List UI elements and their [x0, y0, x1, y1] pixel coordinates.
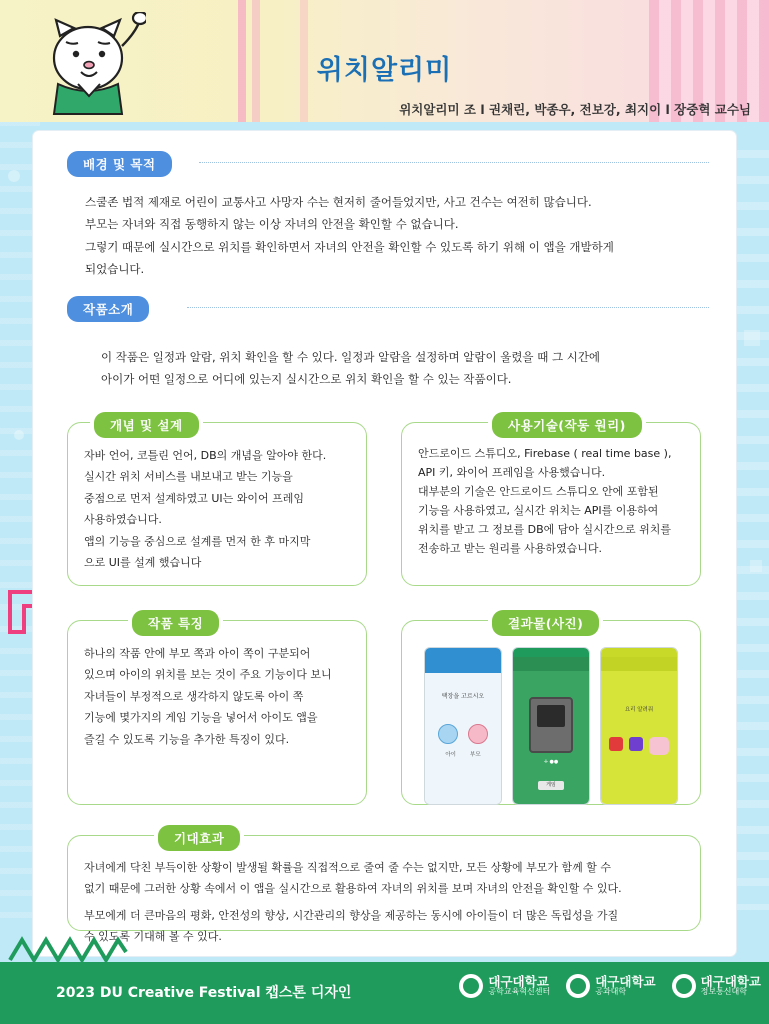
features-line: 자녀들이 부정적으로 생각하지 않도록 아이 쪽 — [84, 689, 304, 703]
box-features — [67, 616, 367, 805]
section-intro — [67, 296, 707, 391]
header-subtitle: 위치알리미 조 l 권채린, 박종우, 전보강, 최지이 l 장중혁 교수님 — [399, 102, 751, 117]
effect-line: 없기 때문에 그러한 상황 속에서 이 앱을 실시간으로 활용하여 자녀의 위치를 보며 자녀의 안전을 확인할 수 있다. — [84, 881, 622, 895]
box-design-label: 개념 및 설계 — [94, 412, 199, 438]
footer-logos — [459, 974, 761, 998]
tech-line: 위치를 받고 그 정보를 DB에 담아 실시간으로 위치를 — [418, 522, 672, 536]
background-square — [750, 560, 762, 572]
page-title: 위치알리미 — [316, 55, 453, 86]
screenshot-gallery — [424, 647, 678, 805]
box-tech-label: 사용기술(작동 원리) — [492, 412, 642, 438]
footer-zigzag-decoration — [8, 934, 128, 962]
university-seal-icon — [566, 974, 590, 998]
features-line: 하나의 작품 안에 부모 쪽과 아이 쪽이 구분되어 — [84, 647, 311, 660]
box-results — [401, 616, 701, 805]
footer-text: 2023 DU Creative Festival 캡스톤 디자인 — [56, 985, 352, 1001]
features-line: 있으며 아이의 위치를 보는 것이 주요 기능이다 보니 — [84, 668, 332, 682]
background-line: 되었습니다. — [85, 262, 145, 277]
section-background — [67, 151, 707, 281]
design-line: 실시간 위치 서비스를 내보내고 받는 기능을 — [84, 470, 293, 484]
effect-line: 부모에게 더 큰마음의 평화, 안전성의 향상, 시간관리의 향상을 제공하는 동시에 아이들이 더 많은 독립성을 가질 — [84, 908, 619, 922]
poster-footer — [0, 962, 769, 1024]
design-line: 자바 언어, 코틀린 언어, DB의 개념을 알아야 한다. — [84, 449, 327, 462]
poster-card — [33, 131, 736, 956]
effect-line: 자녀에게 닥친 부득이한 상황이 발생될 확률을 직접적으로 줄여 줄 수는 없지만, 모든 상황에 부모가 함께 할 수 — [84, 861, 611, 874]
section-background-label: 배경 및 목적 — [67, 151, 172, 177]
phone1-label: 아이 — [445, 752, 456, 758]
logo-dept: 공학교육혁신센터 — [488, 987, 551, 997]
app-screenshot-1 — [424, 647, 502, 805]
logo-dept: 공과대학 — [595, 987, 627, 997]
logo-name: 대구대학교 — [700, 973, 761, 989]
box-results-label: 결과물(사진) — [492, 610, 599, 636]
logo-name: 대구대학교 — [488, 973, 549, 989]
university-logo — [672, 974, 761, 998]
tech-line: 대부분의 기술은 안드로이드 스튜디오 안에 포함된 — [418, 484, 659, 498]
design-line: 으로 UI를 설계 했습니다 — [84, 556, 202, 570]
features-line: 기능에 몇가지의 게임 기능을 넣어서 아이도 앱을 — [84, 711, 318, 725]
university-seal-icon — [459, 974, 483, 998]
background-dot — [14, 430, 24, 440]
phone2-label: 게임 — [538, 781, 564, 790]
university-seal-icon — [672, 974, 696, 998]
background-line: 부모는 자녀와 직접 동행하지 않는 이상 자녀의 안전을 확인할 수 없습니다. — [85, 217, 459, 232]
app-screenshot-2: ✛ ●● 게임 — [512, 647, 590, 805]
phone1-label: 부모 — [470, 752, 481, 758]
background-line: 스쿨존 법적 제재로 어린이 교통사고 사망자 수는 현저히 줄어들었지만, 사고 건수는 여전히 많습니다. — [85, 195, 592, 209]
phone3-caption: 요리 알려줘 — [624, 707, 654, 713]
features-line: 즐길 수 있도록 기능을 추가한 특징이 있다. — [84, 732, 290, 746]
box-effect — [67, 831, 701, 943]
logo-dept: 정보통신대학 — [700, 987, 747, 997]
background-dot — [8, 170, 20, 182]
phone1-caption: 택장을 고르시오 — [441, 693, 485, 700]
box-effect-label: 기대효과 — [158, 825, 240, 851]
tech-line: API 키, 와이어 프레임을 사용했습니다. — [418, 465, 606, 479]
section-intro-label: 작품소개 — [67, 296, 149, 322]
background-square — [744, 330, 760, 346]
box-features-label: 작품 특징 — [132, 610, 219, 636]
box-tech — [401, 418, 701, 586]
university-logo — [566, 974, 655, 998]
design-line: 중점으로 먼저 설계하였고 UI는 와이어 프레임 — [84, 491, 305, 505]
poster-header — [0, 0, 769, 122]
background-line: 그렇기 때문에 실시간으로 위치를 확인하면서 자녀의 안전을 확인할 수 있도록 하기 위해 이 앱을 개발하게 — [85, 239, 614, 254]
design-line: 사용하였습니다. — [84, 513, 162, 527]
intro-line: 아이가 어떤 일정으로 어디에 있는지 실시간으로 위치 확인을 할 수 있는 작품이다. — [101, 372, 512, 387]
box-design — [67, 418, 367, 586]
intro-line: 이 작품은 일정과 알람, 위치 확인을 할 수 있다. 일정과 알람을 설정하며 알람이 울렸을 때 그 시간에 — [101, 350, 601, 364]
tech-line: 안드로이드 스튜디오, Firebase ( real time base ), — [418, 447, 672, 460]
logo-name: 대구대학교 — [595, 973, 656, 989]
tech-line: 전송하고 받는 원리를 사용하였습니다. — [418, 541, 603, 555]
effect-line: 수 있도록 기대해 볼 수 있다. — [84, 929, 222, 943]
tech-line: 기능을 사용하였고, 실시간 위치는 API를 이용하여 — [418, 503, 659, 517]
app-screenshot-3 — [600, 647, 678, 805]
university-logo — [459, 974, 550, 998]
design-line: 앱의 기능을 중심으로 설계를 먼저 한 후 마지막 — [84, 534, 311, 548]
